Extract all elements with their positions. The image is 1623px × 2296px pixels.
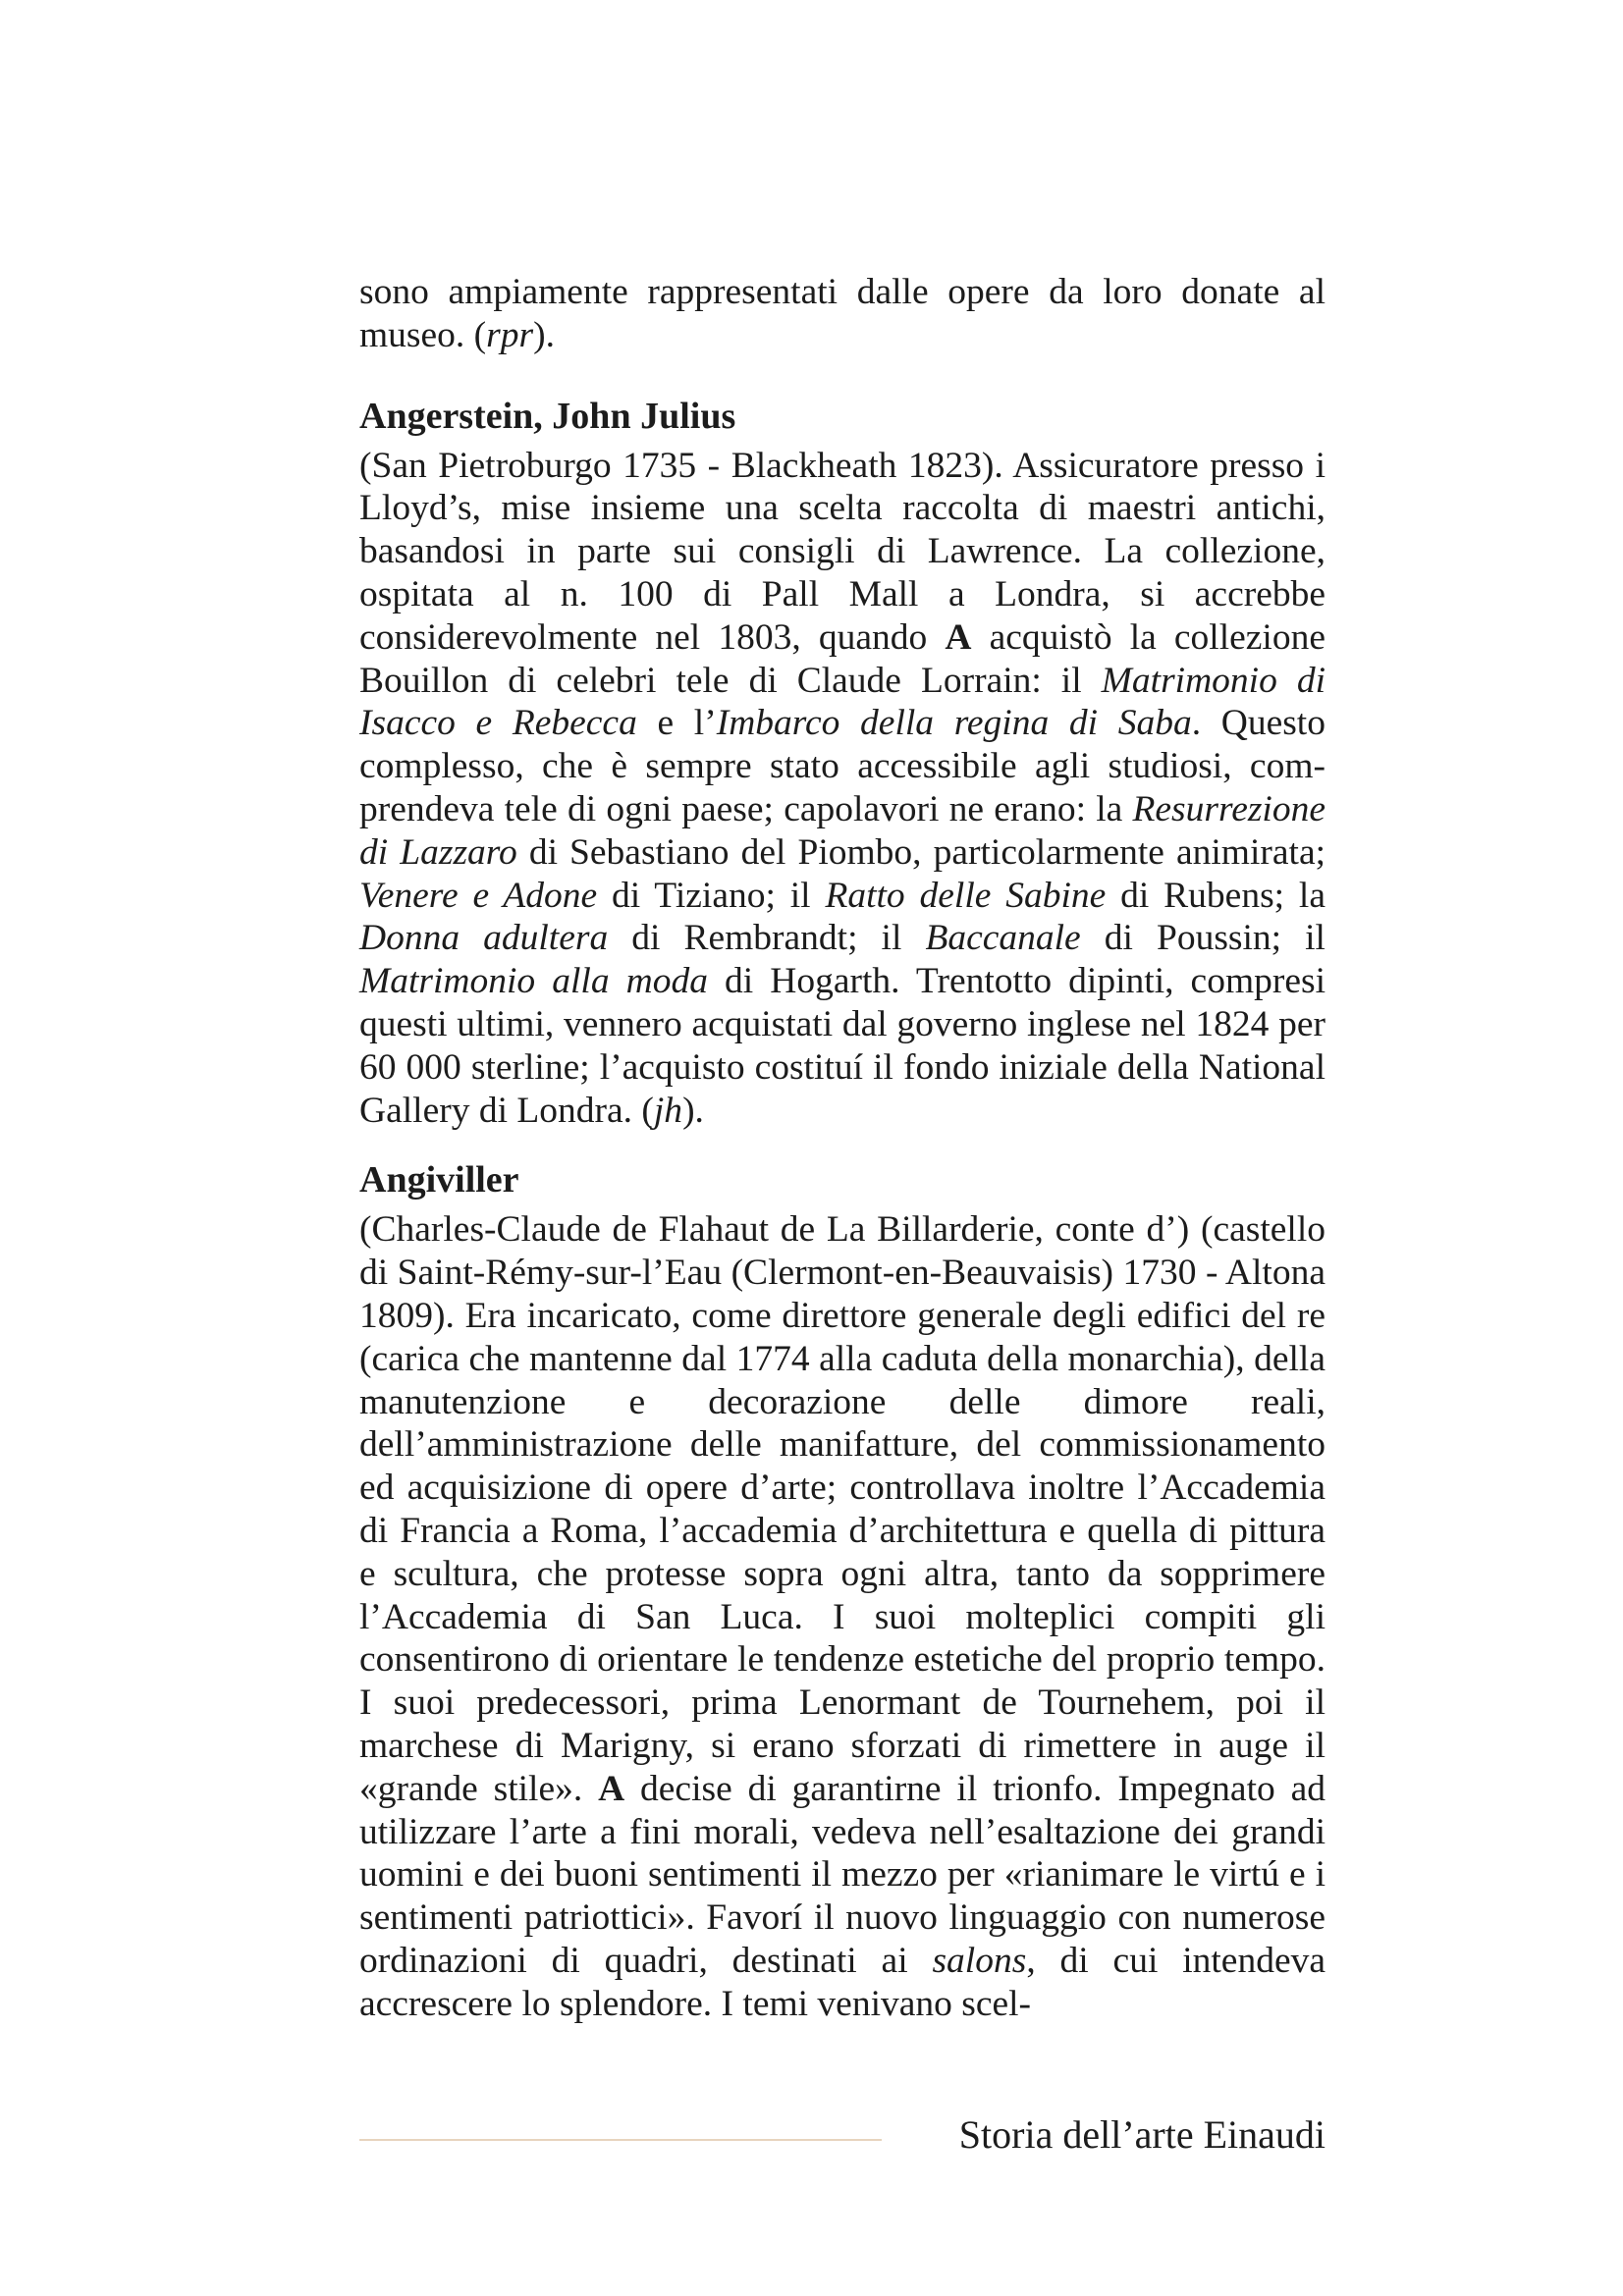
italic-text: Baccanale (925, 918, 1081, 959)
text-run: ). (682, 1090, 704, 1131)
text-run: acquistò la collezione Bouillon di celebri tele di Claude Lorrain: il (359, 616, 1325, 701)
italic-text: Venere e Adone (359, 875, 598, 916)
bold-text: A (598, 1768, 625, 1809)
text-run: e l’ (636, 703, 717, 744)
text-run: di Rubens; la (1106, 875, 1325, 916)
italic-text: jh (653, 1090, 683, 1131)
text-run: , di cui intendeva accrescere lo splendore. I temi venivano scel- (359, 1940, 1325, 2024)
text-run: di Sebastiano del Piombo, particolarmente animirata; (516, 831, 1326, 873)
intro-paragraph (359, 271, 1325, 357)
page-footer (359, 2108, 1325, 2166)
text-run: decise di garantirne il trionfo. Impegnato ad utilizzare l’arte a fini morali, vedeva nell’esaltazione dei grandi uomini e dei buoni sentimenti il mezzo per «rianimare le virtú e i sentimenti patriottici». Favorí il nuovo linguaggio con numerose ordinazioni di quadri, destinati ai (359, 1768, 1325, 1981)
entry-body (359, 1208, 1325, 2025)
entry-angerstein (359, 392, 1325, 1133)
entry-heading: Angerstein, John Julius (359, 395, 736, 437)
intro-text: sono ampiamente rappresentati dalle opere da loro donate al museo. ( (359, 272, 1325, 355)
entry-angiviller (359, 1155, 1325, 2025)
intro-close: ). (533, 314, 555, 355)
italic-text: Ratto delle Sabine (825, 875, 1107, 916)
page-body (359, 271, 1325, 2049)
intro-author-initials: rpr (486, 314, 534, 355)
text-run: (Charles-Claude de Flahaut de La Billarderie, conte d’) (castello di Saint-Rémy-sur-l’Eau (Clermont-en-Beauvaisis) 1730 - Altona 1809). Era incaricato, come direttore generale degli edifici del re (carica che mantenne dal 1774 alla caduta della monarchia), della manutenzione e decorazione delle dimore reali, dell’amministrazione delle manifatture, del commissionamento ed acquisizione di opere d’arte; controllava inoltre l’Accademia di Francia a Roma, l’accademia d’architettura e quella di pittura e scultura, che protesse sopra ogni altra, tanto da sopprimere l’Accademia di San Luca. I suoi molteplici compiti gli consentirono di orientare le tendenze estetiche del proprio tempo. I suoi predecessori, prima Lenormant de Tournehem, poi il marchese di Marigny, si erano sforzati di rimettere in auge il «grande stile». (359, 1209, 1325, 1809)
italic-text: Resurrezione di Lazzaro (359, 788, 1325, 873)
footer-label: Storia dell’arte Einaudi (958, 2112, 1325, 2157)
italic-text: Matrimonio di Isacco e Rebecca (359, 660, 1325, 744)
bold-text: A (945, 616, 972, 658)
italic-text: salons (932, 1940, 1027, 1981)
text-run: di Rembrandt; il (608, 918, 926, 959)
text-run: . Questo complesso, che è sempre stato accessibile agli studiosi, comprendeva tele di ogni paese; capolavori ne erano: la (359, 703, 1325, 829)
entry-heading: Angiviller (359, 1159, 519, 1201)
italic-text: Imbarco della regina di Saba (716, 703, 1192, 744)
italic-text: Matrimonio alla moda (359, 961, 708, 1002)
italic-text: Donna adultera (359, 918, 609, 959)
text-run: di Poussin; il (1080, 918, 1325, 959)
entry-body (359, 445, 1325, 1133)
text-run: (San Pietroburgo 1735 - Blackheath 1823). Assicuratore presso i Lloyd’s, mise insieme una scelta raccolta di maestri antichi, basandosi in parte sui consigli di Lawrence. La collezione, ospitata al n. 100 di Pall Mall a Londra, si accrebbe considerevolmente nel 1803, quando (359, 445, 1325, 658)
text-run: di Tiziano; il (597, 875, 826, 916)
text-run: di Hogarth. Trentotto dipinti, compresi questi ultimi, vennero acquistati dal governo inglese nel 1824 per 60 000 sterline; l’acquisto costituí il fondo iniziale della National Gallery di Londra. ( (359, 961, 1326, 1131)
footer-rule (359, 2139, 882, 2141)
